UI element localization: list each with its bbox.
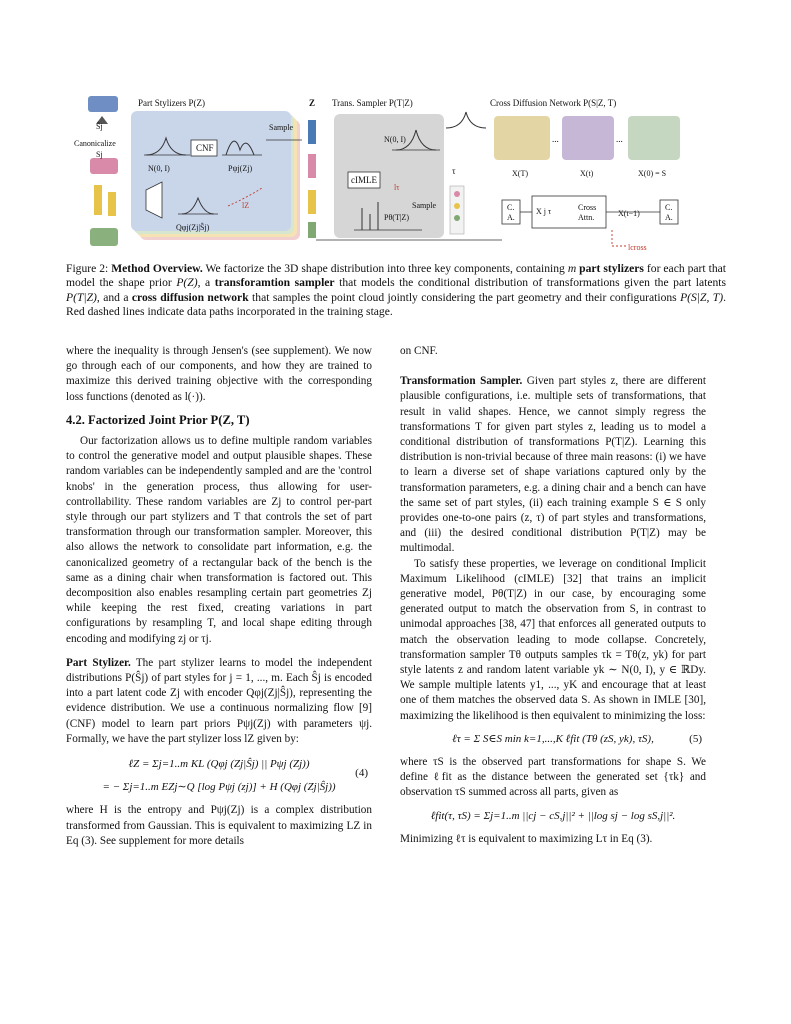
- svg-text:A.: A.: [507, 213, 515, 222]
- svg-text:C.: C.: [665, 203, 673, 212]
- input-shapes: [88, 96, 118, 246]
- left-paragraph-1: Our factorization allows us to define multiple random variables to control the generative model and output plausible shapes. These random variables can be independently sampled and are the 'control knobs' in the generation process, thus allowing for user-controllability. These random variables are Zj to control per-part style through our part stylizers and T that controls the set of part transformation through our transformation sampler. Moreover, this also allows the network to consolidate part information, e.g. the canonicalized geometry of a rectangular back of the bench is the same as a dining chair when transformation is factored out. This decomposition also enables resampling certain part geometries Zj while keeping the rest fixed, creating variations in part configurations by resampling T, and local shape editing through encoding and modifying zj or τj.: [66, 435, 372, 645]
- cross-attn-label-2: Attn.: [578, 213, 595, 222]
- trans-sampler-title: Trans. Sampler P(T|Z): [332, 98, 413, 108]
- equation-5: ℓτ = Σ S∈S min k=1,...,K ℓfit (Tθ (zS, yk), τS), (5): [400, 732, 706, 747]
- normal-label: N(0, I): [148, 164, 170, 173]
- l-tau-label: lτ: [394, 183, 400, 192]
- right-paragraph-2: To satisfy these properties, we leverage on conditional Implicit Maximum Likelihood (cIMLE) [32] that trains an implicit generative model, Pθ(T|Z) in our case, by encouraging some generated output to match the observation from S, in contrast to unimodal approaches [38, 47] that enforces all generated outputs to match the observation leading to mode collapse. Concretely, transformation sampler Tθ outputs samples τk = Tθ(z, yk) for part style latents z and random latent variable yk ∼ N(0, I), y ∈ ℝDy. We sample multiple latents y1, ..., yK and encourage that at least one of them matches the observed data S. As shown in IMLE [30], maximizing the likelihood is then equivalent to minimizing the loss:: [400, 557, 706, 722]
- right-column: [400, 344, 706, 847]
- point-cloud-clean: [628, 116, 680, 160]
- x-t1-label: X(t−1): [618, 209, 640, 218]
- normal2-label: N(0, I): [384, 135, 406, 144]
- method-overview-figure: [66, 90, 726, 260]
- cross-attn-label-1: Cross: [578, 203, 597, 212]
- cross-diffusion-title: Cross Diffusion Network P(S|Z, T): [490, 98, 617, 108]
- section-heading: 4.2. Factorized Joint Prior P(Z, T): [66, 412, 250, 427]
- equation-4-line-2: = − Σj=1..m EZj∼Q [log Pψj (zj)] + H (Qφj (Zj|Ŝj)) (4): [102, 767, 368, 794]
- left-column: [66, 344, 372, 849]
- part-stylizer-heading: Part Stylizer.: [66, 656, 131, 669]
- point-cloud-mid: [562, 116, 614, 160]
- l-z-label: lZ: [242, 201, 250, 210]
- equation-4-number: (4): [355, 767, 368, 780]
- right-paragraph-0: on CNF.: [400, 345, 438, 357]
- x-t-label: X(t): [580, 169, 594, 178]
- left-paragraph-3: where H is the entropy and Pψj(Zj) is a complex distribution transformed from Gaussian. This is equivalent to maximizing LZ in Eq (3). See supplement for more details: [66, 804, 372, 847]
- left-paragraph-2: Part Stylizer. The part stylizer learns to model the independent distributions P(Ŝj) of part styles for j = 1, ..., m. Each Ŝj is encoded into a part latent code Zj with encoder Qφj(Zj|Ŝj), representing the evidence distribution. We use a continuous normalizing flow [9] (CNF) model to learn part priors Pψj(Zj) with parameters ψj. Formally, we have the part stylizer loss lZ given by:: [66, 656, 373, 745]
- cnf-label: CNF: [196, 143, 214, 153]
- z-blue: [308, 120, 316, 144]
- equation-6: ℓfit(τ, τS) = Σj=1..m ||cj − cS,j||² + ||log sj − log sS,j||².: [430, 809, 676, 822]
- right-paragraph-1: Transformation Sampler. Given part styles z, there are different plausible configurations, i.e. multiple sets of transformations, that result in valid shapes. Hence, we cannot simply regress the transformations T for given part styles z, leading us to model a conditional distribution of transformations P(T|Z). Learning this distribution is non-trivial because of three main reasons: (i) we have to learn a diverse set of shape variations captured only by the transformation parameters, e.g. a dining chair and a bench can have the same set of part styles, (ii) each training example S ∈ S only provides one-to-one pairs (z, τ) of part styles and transformations, and (iii) the desired conditional distribution P(T|Z) may be multimodal.: [400, 375, 707, 555]
- z-yellow: [308, 190, 316, 214]
- part-stylizers-title: Part Stylizers P(Z): [138, 98, 205, 108]
- x-j-tau-label: X j τ: [536, 207, 552, 216]
- z-title: Z: [309, 98, 316, 108]
- transformation-sampler-heading: Transformation Sampler.: [400, 375, 523, 388]
- sample2-label: Sample: [412, 201, 436, 210]
- dots-2: ...: [616, 134, 623, 144]
- right-paragraph-4: Minimizing ℓτ is equivalent to maximizing Lτ in Eq (3).: [400, 832, 653, 845]
- dots-1: ...: [552, 134, 559, 144]
- equation-5-number: (5): [689, 732, 702, 745]
- point-cloud-noisy: [494, 116, 550, 160]
- svg-text:C.: C.: [507, 203, 515, 212]
- left-paragraph-0: where the inequality is through Jensen's (see supplement). We now go through each of our components, and how they are trained to maximize this derived training objective with the corresponding loss functions (denoted as l(·)).: [66, 345, 372, 403]
- right-paragraph-3: where τS is the observed part transformations for shape S. We define ℓfit as the distance between the generated set {τk} and observation τS summed across all parts, given as: [400, 756, 706, 799]
- x-0-label: X(0) = S: [638, 169, 667, 178]
- q-phi-label: Qφj(Zj|Ŝj): [176, 223, 210, 232]
- s-hat-label: Ŝj: [96, 122, 103, 131]
- p-psi-label: Pψj(Zj): [228, 164, 253, 173]
- sample-label: Sample: [269, 123, 293, 132]
- s-label: Sj: [96, 150, 103, 159]
- equation-4-line-1: ℓZ = Σj=1..m KL (Qφj (Zj|Ŝj) || Pψj (Zj)): [128, 758, 310, 771]
- figure-caption: Figure 2: Method Overview. We factorize the 3D shape distribution into three key components, containing m part stylizers for each part that model the shape prior P(Z), a transforamtion sampler that models the conditional distribution of transformations given the part latents P(T|Z), and a cross diffusion network that samples the point cloud jointly considering the part geometry and their configurations P(S|Z, T). Red dashed lines indicate data paths incorporated in the training stage.: [66, 262, 727, 319]
- svg-text:A.: A.: [665, 213, 673, 222]
- x-T-label: X(T): [512, 169, 528, 178]
- tau-label: τ: [452, 166, 456, 176]
- caption-title: Method Overview.: [111, 262, 203, 275]
- caption-label: Figure 2:: [66, 262, 112, 275]
- p-theta-label: Pθ(T|Z): [384, 213, 409, 222]
- z-pink: [308, 154, 316, 178]
- z-green: [308, 222, 316, 238]
- cimle-label: cIMLE: [351, 175, 377, 185]
- l-cross-label: lcross: [628, 243, 647, 252]
- canonicalize-label: Canonicalize: [74, 139, 116, 148]
